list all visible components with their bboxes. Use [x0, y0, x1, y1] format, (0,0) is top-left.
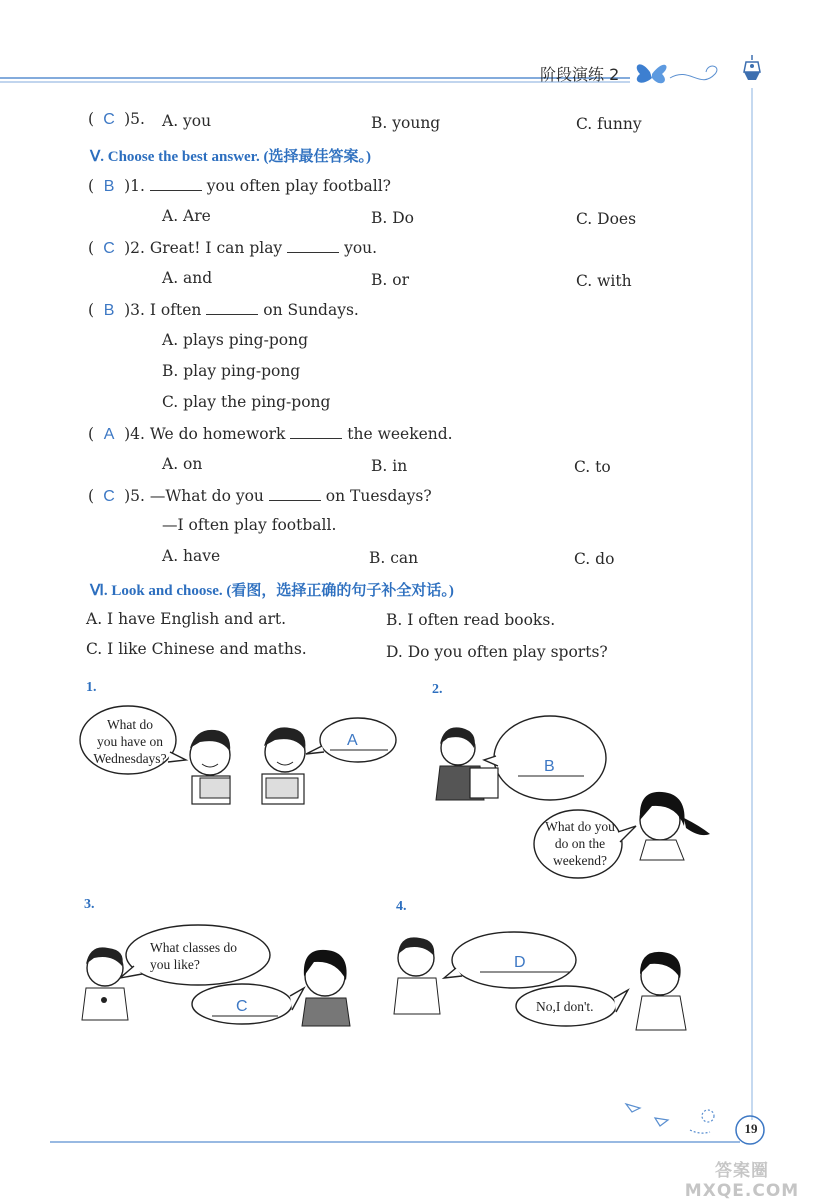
- picture-number: 4.: [396, 899, 407, 914]
- option-c: C. funny: [576, 115, 642, 133]
- speech-bubble-question: [150, 939, 260, 973]
- question-text: We do homework: [149, 425, 286, 443]
- handwritten-answer: A: [347, 732, 358, 749]
- question-text-end: on Tuesdays?: [325, 487, 432, 505]
- option-c: C. to: [574, 458, 611, 476]
- choice-a: A. I have English and art.: [86, 610, 287, 628]
- speech-bubble-reply: No,I don't.: [536, 999, 594, 1014]
- question-text: Great! I can play: [149, 239, 283, 257]
- lamp-icon: [744, 55, 760, 80]
- option-a: A. have: [162, 547, 221, 565]
- bubble-line: you like?: [150, 957, 200, 972]
- fill-blank: [269, 486, 321, 501]
- fill-blank: [150, 176, 202, 191]
- question-text-end: you.: [344, 239, 378, 257]
- question-number: )5.: [124, 487, 145, 505]
- option-a: A. plays ping-pong: [162, 331, 308, 349]
- speech-bubble-question: [88, 716, 172, 767]
- option-a: A. Are: [162, 207, 211, 225]
- answer-mark: C: [103, 488, 115, 505]
- question-1: ( B )1. you often play football?: [88, 177, 391, 195]
- watermark: 答案圈 MXQE.COM: [684, 1161, 800, 1201]
- question-text-end: the weekend.: [347, 425, 453, 443]
- answer-mark: B: [103, 302, 115, 319]
- question-5: ( C )5. —What do you on Tuesdays?: [88, 487, 432, 505]
- bubble-line: Wednesdays?: [93, 751, 167, 766]
- question-2: ( C )2. Great! I can play you.: [88, 239, 378, 257]
- answer-mark: A: [103, 426, 115, 443]
- option-b: B. can: [369, 549, 419, 567]
- option-b: B. Do: [371, 209, 415, 227]
- question-text: you often play football?: [206, 177, 391, 195]
- question-text-end: on Sundays.: [263, 301, 359, 319]
- question-number: )3.: [124, 301, 145, 319]
- answer-mark: B: [103, 178, 115, 195]
- speech-bubble-question: [538, 818, 622, 869]
- question-number: )4.: [124, 425, 145, 443]
- fill-blank: [290, 424, 342, 439]
- question-prev-5: ( C )5.: [88, 110, 145, 128]
- page-number: 19: [744, 1121, 758, 1136]
- option-c: C. do: [574, 550, 615, 568]
- option-a: A. and: [162, 269, 213, 287]
- option-b: B. in: [371, 457, 408, 475]
- question-3: ( B )3. I often on Sundays.: [88, 301, 359, 319]
- option-b: B. or: [371, 271, 409, 289]
- bubble-line: weekend?: [553, 853, 607, 868]
- option-c: C. play the ping-pong: [162, 393, 331, 411]
- answer-mark: C: [103, 240, 115, 257]
- picture-number: 3.: [84, 897, 95, 912]
- section-6-title: Ⅵ. Look and choose. (看图，选择正确的句子补全对话。): [90, 583, 454, 599]
- question-number: )2.: [124, 239, 145, 257]
- choice-d: D. Do you often play sports?: [386, 643, 608, 661]
- bubble-line: you have on: [97, 734, 163, 749]
- option-a: A. on: [162, 455, 203, 473]
- bird-doodle-icon: [626, 1104, 714, 1133]
- question-4: ( A )4. We do homework the weekend.: [88, 425, 453, 443]
- picture-4: [394, 932, 686, 1030]
- bubble-line: do on the: [554, 836, 606, 851]
- bubble-line: What classes do: [150, 940, 237, 955]
- question-5-reply: —I often play football.: [162, 516, 337, 534]
- bubble-line: What do: [106, 717, 154, 732]
- handwritten-answer: D: [514, 954, 526, 971]
- fill-blank: [287, 238, 339, 253]
- question-text: I often: [149, 301, 202, 319]
- option-b: B. play ping-pong: [162, 362, 301, 380]
- choice-b: B. I often read books.: [386, 611, 556, 629]
- question-number: )5.: [124, 110, 145, 128]
- answer-mark: C: [103, 111, 115, 128]
- section-5-title: Ⅴ. Choose the best answer. (选择最佳答案。): [90, 149, 371, 165]
- bubble-line: What do you: [545, 819, 615, 834]
- choice-c: C. I like Chinese and maths.: [86, 640, 307, 658]
- butterfly-icon: [637, 64, 717, 83]
- fill-blank: [206, 300, 258, 315]
- option-c: C. Does: [576, 210, 637, 228]
- picture-number: 2.: [432, 682, 443, 697]
- question-text: —What do you: [149, 487, 264, 505]
- option-a: A. you: [162, 112, 212, 130]
- question-number: )1.: [124, 177, 145, 195]
- page-header-title: 阶段演练 2: [540, 65, 620, 84]
- picture-number: 1.: [86, 680, 97, 695]
- option-b: B. young: [371, 114, 441, 132]
- option-c: C. with: [576, 272, 632, 290]
- handwritten-answer: C: [236, 998, 248, 1015]
- handwritten-answer: B: [544, 758, 555, 775]
